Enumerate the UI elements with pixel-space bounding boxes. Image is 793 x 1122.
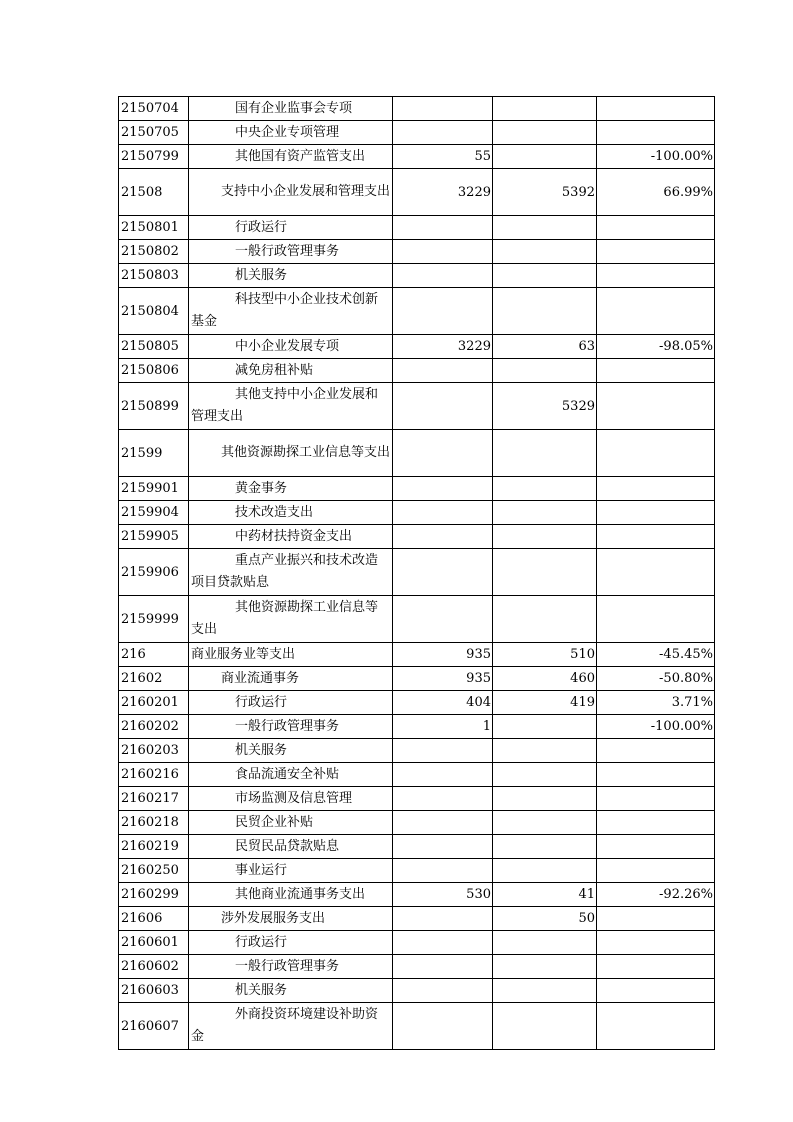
change-percent: -100.00% — [597, 715, 715, 739]
subject-code: 2160607 — [119, 1003, 189, 1050]
current-amount — [493, 264, 597, 288]
subject-name: 支持中小企业发展和管理支出 — [189, 169, 393, 216]
subject-name: 机关服务 — [189, 979, 393, 1003]
subject-code: 21602 — [119, 667, 189, 691]
change-percent — [597, 1003, 715, 1050]
prior-amount: 935 — [393, 643, 493, 667]
subject-code: 2150899 — [119, 383, 189, 430]
current-amount — [493, 739, 597, 763]
prior-amount — [393, 955, 493, 979]
current-amount — [493, 549, 597, 596]
prior-amount — [393, 501, 493, 525]
table-row — [119, 264, 715, 288]
subject-code: 2159905 — [119, 525, 189, 549]
prior-amount: 935 — [393, 667, 493, 691]
prior-amount: 3229 — [393, 335, 493, 359]
subject-code: 2150803 — [119, 264, 189, 288]
subject-name: 行政运行 — [189, 691, 393, 715]
table-row — [119, 525, 715, 549]
table-row — [119, 667, 715, 691]
prior-amount — [393, 739, 493, 763]
subject-code: 2160216 — [119, 763, 189, 787]
subject-name: 机关服务 — [189, 739, 393, 763]
subject-name: 民贸企业补贴 — [189, 811, 393, 835]
change-percent — [597, 835, 715, 859]
change-percent — [597, 596, 715, 643]
table-row — [119, 216, 715, 240]
prior-amount — [393, 596, 493, 643]
change-percent — [597, 931, 715, 955]
table-row — [119, 169, 715, 216]
current-amount — [493, 145, 597, 169]
current-amount: 41 — [493, 883, 597, 907]
prior-amount — [393, 835, 493, 859]
prior-amount — [393, 430, 493, 477]
subject-code: 216 — [119, 643, 189, 667]
subject-code: 2160202 — [119, 715, 189, 739]
subject-name: 科技型中小企业技术创新基金 — [189, 288, 393, 335]
change-percent — [597, 477, 715, 501]
change-percent: -50.80% — [597, 667, 715, 691]
prior-amount: 3229 — [393, 169, 493, 216]
subject-name: 涉外发展服务支出 — [189, 907, 393, 931]
subject-code: 21599 — [119, 430, 189, 477]
current-amount — [493, 288, 597, 335]
change-percent — [597, 359, 715, 383]
current-amount — [493, 835, 597, 859]
table-row — [119, 359, 715, 383]
subject-code: 2159906 — [119, 549, 189, 596]
prior-amount — [393, 477, 493, 501]
change-percent: -45.45% — [597, 643, 715, 667]
subject-name: 其他资源勘探工业信息等支出 — [189, 596, 393, 643]
subject-name: 重点产业振兴和技术改造项目贷款贴息 — [189, 549, 393, 596]
budget-table-body — [119, 97, 715, 1050]
subject-code: 2150801 — [119, 216, 189, 240]
current-amount: 63 — [493, 335, 597, 359]
subject-name: 减免房租补贴 — [189, 359, 393, 383]
subject-code: 2150802 — [119, 240, 189, 264]
change-percent — [597, 787, 715, 811]
prior-amount — [393, 97, 493, 121]
prior-amount: 404 — [393, 691, 493, 715]
subject-code: 2150806 — [119, 359, 189, 383]
table-row — [119, 787, 715, 811]
prior-amount — [393, 216, 493, 240]
subject-code: 2150804 — [119, 288, 189, 335]
subject-name: 市场监测及信息管理 — [189, 787, 393, 811]
current-amount — [493, 1003, 597, 1050]
prior-amount — [393, 121, 493, 145]
subject-code: 2160299 — [119, 883, 189, 907]
table-row — [119, 549, 715, 596]
subject-code: 2160203 — [119, 739, 189, 763]
prior-amount: 530 — [393, 883, 493, 907]
prior-amount — [393, 907, 493, 931]
current-amount: 50 — [493, 907, 597, 931]
subject-name: 机关服务 — [189, 264, 393, 288]
table-row — [119, 811, 715, 835]
table-row — [119, 883, 715, 907]
table-row — [119, 931, 715, 955]
table-row — [119, 121, 715, 145]
table-row — [119, 383, 715, 430]
subject-name: 其他资源勘探工业信息等支出 — [189, 430, 393, 477]
current-amount — [493, 979, 597, 1003]
table-row — [119, 715, 715, 739]
table-row — [119, 145, 715, 169]
current-amount — [493, 240, 597, 264]
subject-name: 民贸民品贷款贴息 — [189, 835, 393, 859]
prior-amount — [393, 288, 493, 335]
current-amount — [493, 715, 597, 739]
change-percent: 3.71% — [597, 691, 715, 715]
change-percent: -98.05% — [597, 335, 715, 359]
prior-amount — [393, 763, 493, 787]
change-percent — [597, 288, 715, 335]
subject-name: 黄金事务 — [189, 477, 393, 501]
subject-name: 中药材扶持资金支出 — [189, 525, 393, 549]
change-percent: 66.99% — [597, 169, 715, 216]
prior-amount — [393, 1003, 493, 1050]
table-row — [119, 335, 715, 359]
subject-code: 2150704 — [119, 97, 189, 121]
table-row — [119, 240, 715, 264]
table-row — [119, 955, 715, 979]
table-row — [119, 907, 715, 931]
change-percent: -92.26% — [597, 883, 715, 907]
current-amount — [493, 121, 597, 145]
table-row — [119, 1003, 715, 1050]
change-percent — [597, 549, 715, 596]
subject-code: 2160602 — [119, 955, 189, 979]
prior-amount — [393, 811, 493, 835]
change-percent — [597, 525, 715, 549]
table-row — [119, 835, 715, 859]
change-percent — [597, 97, 715, 121]
prior-amount: 1 — [393, 715, 493, 739]
subject-code: 2160218 — [119, 811, 189, 835]
subject-code: 21606 — [119, 907, 189, 931]
subject-name: 外商投资环境建设补助资金 — [189, 1003, 393, 1050]
table-row — [119, 643, 715, 667]
change-percent — [597, 763, 715, 787]
current-amount: 510 — [493, 643, 597, 667]
subject-code: 21508 — [119, 169, 189, 216]
change-percent — [597, 121, 715, 145]
table-row — [119, 739, 715, 763]
prior-amount — [393, 549, 493, 596]
prior-amount — [393, 931, 493, 955]
prior-amount — [393, 240, 493, 264]
table-row — [119, 477, 715, 501]
prior-amount — [393, 383, 493, 430]
current-amount — [493, 763, 597, 787]
subject-name: 食品流通安全补贴 — [189, 763, 393, 787]
current-amount — [493, 359, 597, 383]
current-amount: 460 — [493, 667, 597, 691]
change-percent — [597, 907, 715, 931]
prior-amount — [393, 264, 493, 288]
current-amount — [493, 501, 597, 525]
subject-name: 一般行政管理事务 — [189, 715, 393, 739]
current-amount — [493, 811, 597, 835]
subject-code: 2159999 — [119, 596, 189, 643]
subject-name: 一般行政管理事务 — [189, 955, 393, 979]
subject-code: 2159901 — [119, 477, 189, 501]
subject-name: 行政运行 — [189, 931, 393, 955]
subject-code: 2160219 — [119, 835, 189, 859]
current-amount — [493, 430, 597, 477]
subject-name: 商业流通事务 — [189, 667, 393, 691]
subject-code: 2150799 — [119, 145, 189, 169]
change-percent — [597, 859, 715, 883]
subject-code: 2150805 — [119, 335, 189, 359]
current-amount — [493, 859, 597, 883]
current-amount: 419 — [493, 691, 597, 715]
change-percent — [597, 501, 715, 525]
change-percent — [597, 383, 715, 430]
change-percent — [597, 979, 715, 1003]
prior-amount — [393, 525, 493, 549]
prior-amount — [393, 859, 493, 883]
subject-name: 一般行政管理事务 — [189, 240, 393, 264]
change-percent — [597, 739, 715, 763]
subject-code: 2160250 — [119, 859, 189, 883]
subject-name: 其他支持中小企业发展和管理支出 — [189, 383, 393, 430]
prior-amount — [393, 359, 493, 383]
subject-name: 其他商业流通事务支出 — [189, 883, 393, 907]
table-row — [119, 430, 715, 477]
table-row — [119, 97, 715, 121]
change-percent — [597, 811, 715, 835]
table-row — [119, 763, 715, 787]
subject-code: 2160217 — [119, 787, 189, 811]
subject-name: 中央企业专项管理 — [189, 121, 393, 145]
change-percent — [597, 216, 715, 240]
prior-amount — [393, 979, 493, 1003]
subject-name: 国有企业监事会专项 — [189, 97, 393, 121]
subject-code: 2160201 — [119, 691, 189, 715]
subject-code: 2160603 — [119, 979, 189, 1003]
current-amount: 5329 — [493, 383, 597, 430]
change-percent — [597, 955, 715, 979]
table-row — [119, 691, 715, 715]
current-amount — [493, 955, 597, 979]
change-percent — [597, 264, 715, 288]
subject-name: 其他国有资产监管支出 — [189, 145, 393, 169]
current-amount — [493, 931, 597, 955]
change-percent — [597, 240, 715, 264]
current-amount: 5392 — [493, 169, 597, 216]
prior-amount — [393, 787, 493, 811]
table-row — [119, 859, 715, 883]
subject-name: 行政运行 — [189, 216, 393, 240]
subject-name: 商业服务业等支出 — [189, 643, 393, 667]
current-amount — [493, 216, 597, 240]
prior-amount: 55 — [393, 145, 493, 169]
current-amount — [493, 477, 597, 501]
subject-name: 事业运行 — [189, 859, 393, 883]
current-amount — [493, 97, 597, 121]
subject-name: 中小企业发展专项 — [189, 335, 393, 359]
table-row — [119, 596, 715, 643]
subject-code: 2159904 — [119, 501, 189, 525]
table-row — [119, 288, 715, 335]
current-amount — [493, 525, 597, 549]
budget-table — [118, 96, 715, 1050]
change-percent: -100.00% — [597, 145, 715, 169]
subject-name: 技术改造支出 — [189, 501, 393, 525]
subject-code: 2150705 — [119, 121, 189, 145]
subject-code: 2160601 — [119, 931, 189, 955]
table-row — [119, 979, 715, 1003]
current-amount — [493, 596, 597, 643]
table-row — [119, 501, 715, 525]
current-amount — [493, 787, 597, 811]
change-percent — [597, 430, 715, 477]
